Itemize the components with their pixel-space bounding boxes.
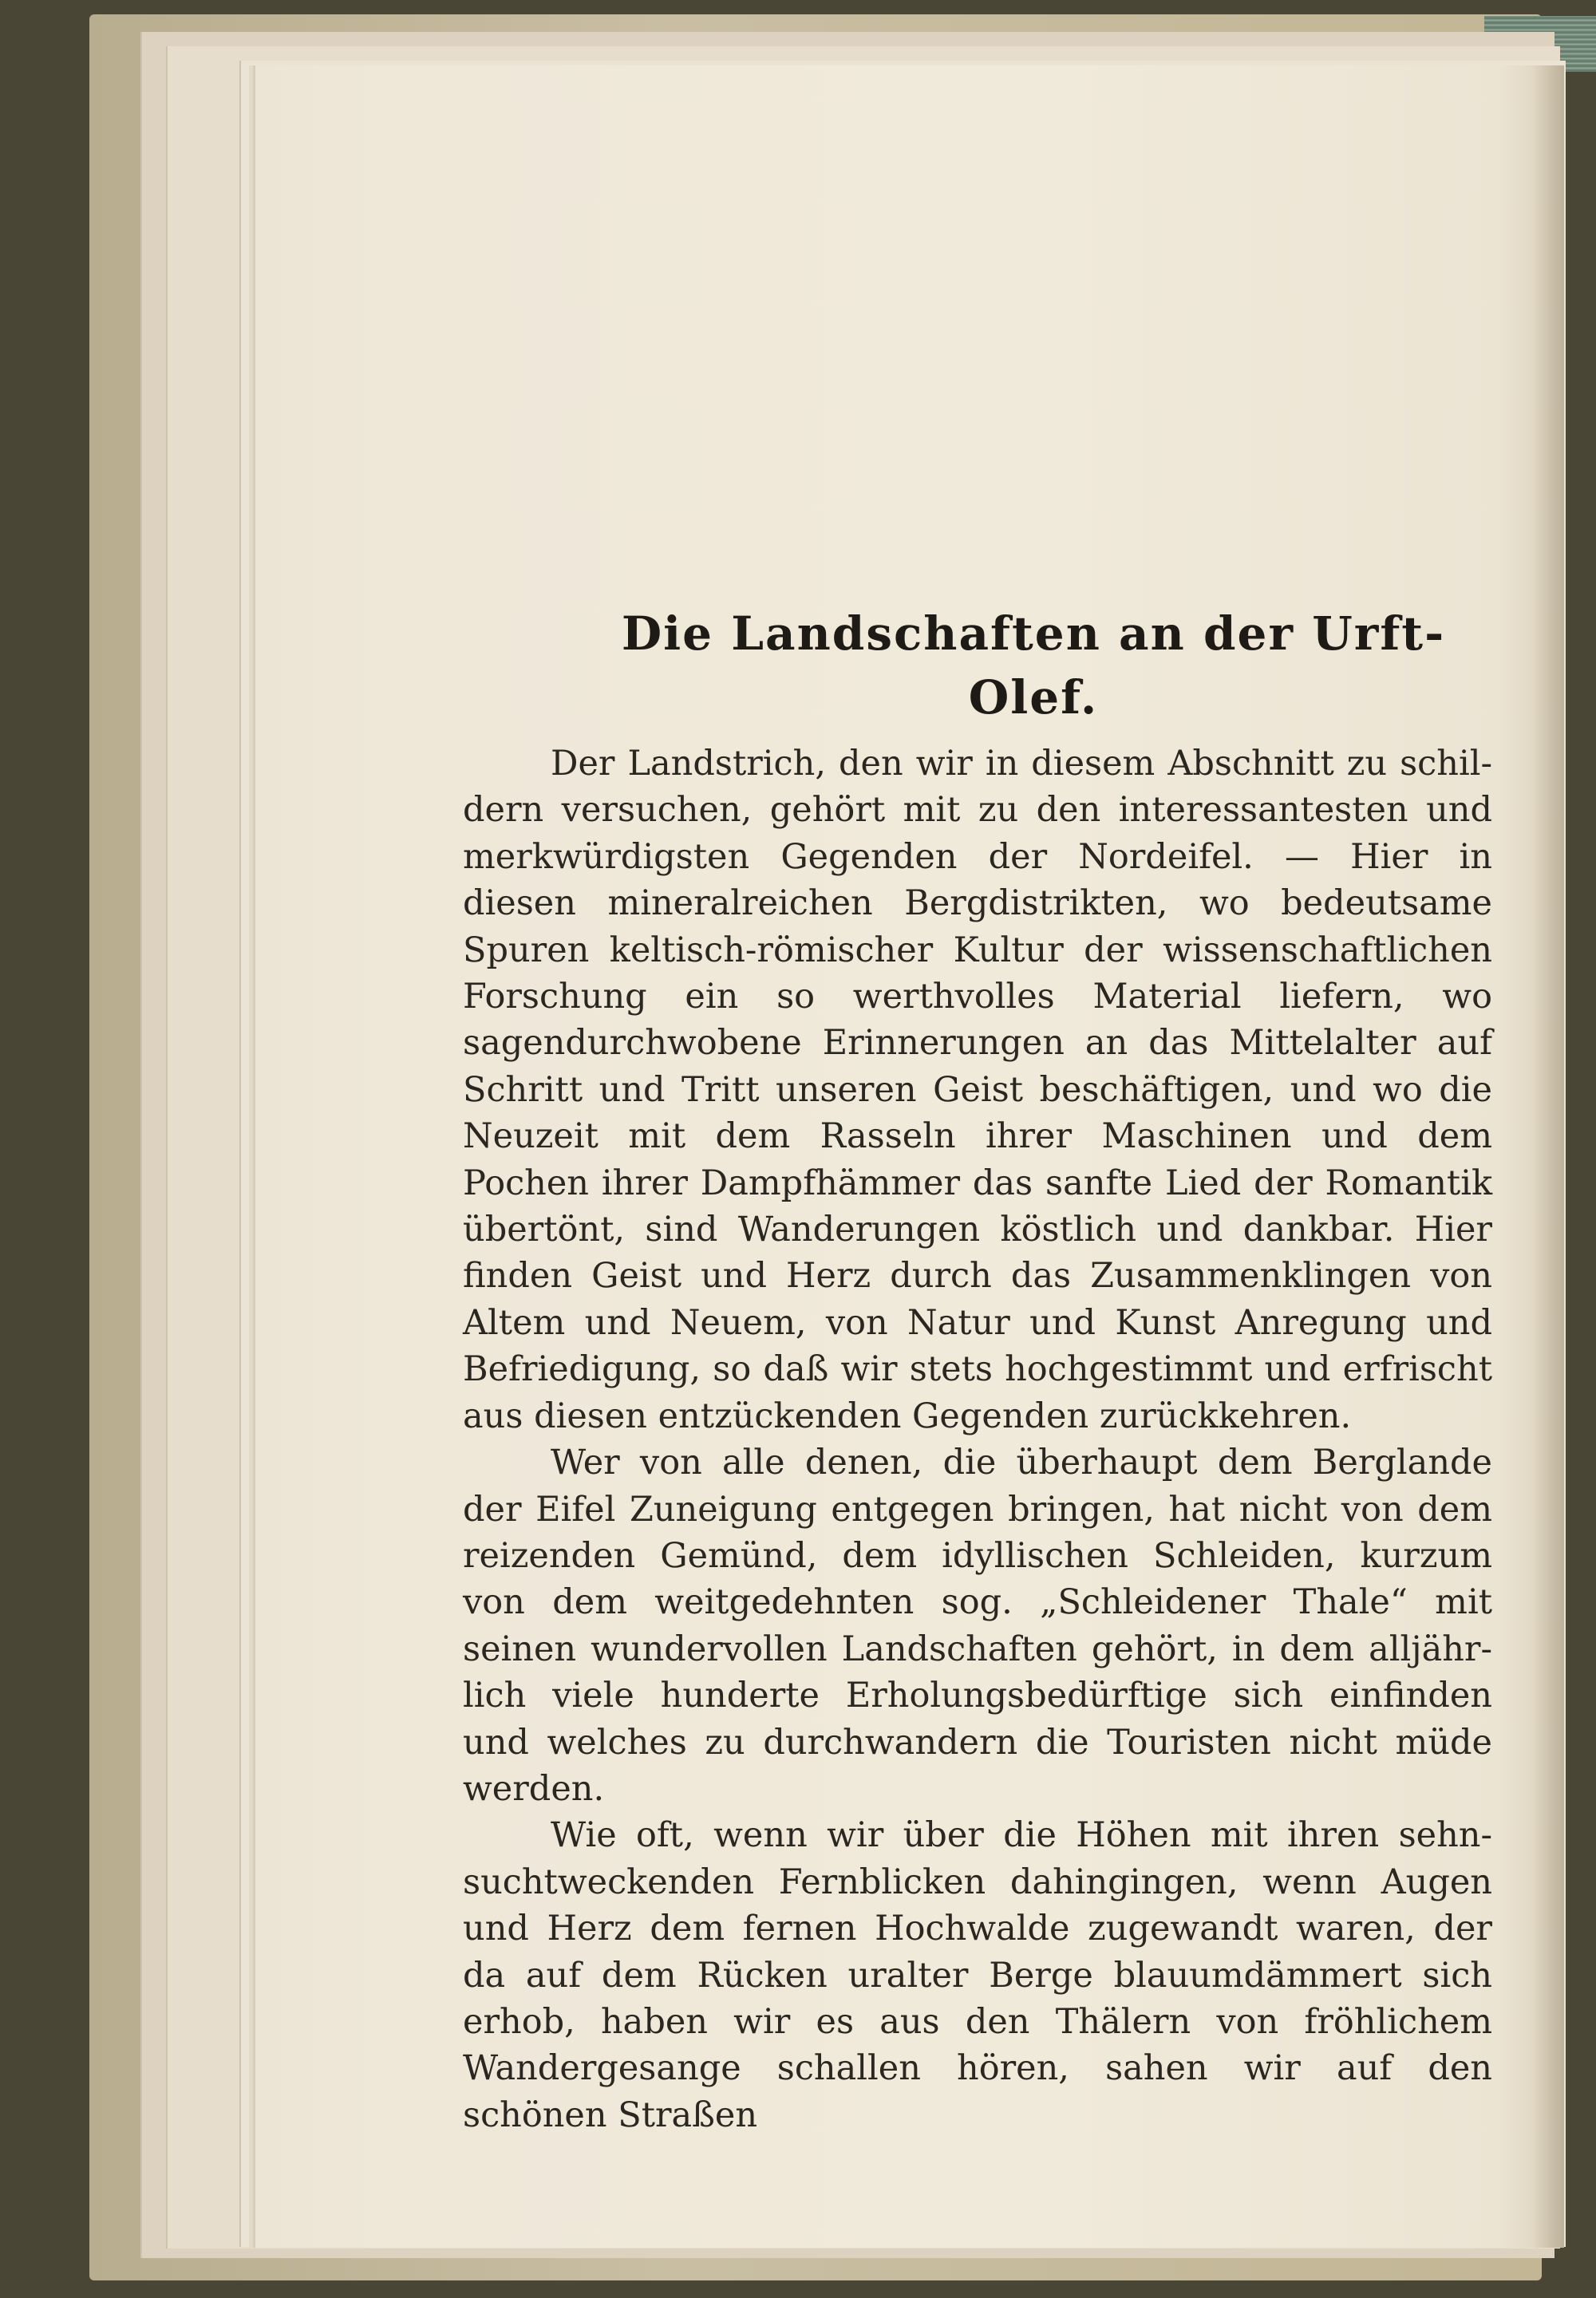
page-text bbox=[463, 602, 1492, 2138]
paragraph: Der Landstrich, den wir in diesem Abschnitt zu schildern versuchen, gehört mit zu den interessantesten und merkwürdigsten Gegenden der Nordeifel. — Hier in diesen mineralreichen Bergdistrikten, wo bedeutsame Spuren keltisch-römischer Kultur der wissenschaftlichen Forschung ein so werthvolles Material liefern, wo sagendurchwobene Erinnerungen an das Mittelalter auf Schritt und Tritt unseren Geist beschäftigen, und wo die Neuzeit mit dem Rasseln ihrer Maschinen und dem Pochen ihrer Dampfhämmer das sanfte Lied der Romantik übertönt, sind Wanderungen köstlich und dankbar. Hier finden Geist und Herz durch das Zusammenklingen von Altem und Neuem, von Natur und Kunst Anregung und Befriedigung, so daß wir stets hochgestimmt und erfrischt aus diesen entzückenden Gegenden zurückkehren. bbox=[463, 744, 1492, 1436]
page-title: Die Landschaften an der Urft-Olef. bbox=[621, 606, 1446, 725]
paragraph: Wer von alle denen, die überhaupt dem Berglande der Eifel Zuneigung entgegen bringen, hat nicht von dem reizenden Gemünd, dem idyllischen Schleiden, kurzum von dem weitgedehnten sog. „Schleidener Thale“ mit seinen wundervollen Landschaften gehört, in dem alljährlich viele hunderte Erholungsbedürftige sich einfinden und welches zu durchwandern die Touristen nicht müde werden. bbox=[463, 1443, 1492, 1809]
book-page bbox=[255, 65, 1564, 2248]
paragraph: Wie oft, wenn wir über die Höhen mit ihren sehnsuchtweckenden Fernblicken dahingingen, wenn Augen und Herz dem fernen Hochwalde zugewandt waren, der da auf dem Rücken uralter Berge blauumdämmert sich erhob, haben wir es aus den Thälern von fröhlichem Wandergesange schallen hören, sahen wir auf den schönen Straßen bbox=[463, 1815, 1492, 2135]
page-gutter-shadow bbox=[1532, 65, 1564, 2248]
